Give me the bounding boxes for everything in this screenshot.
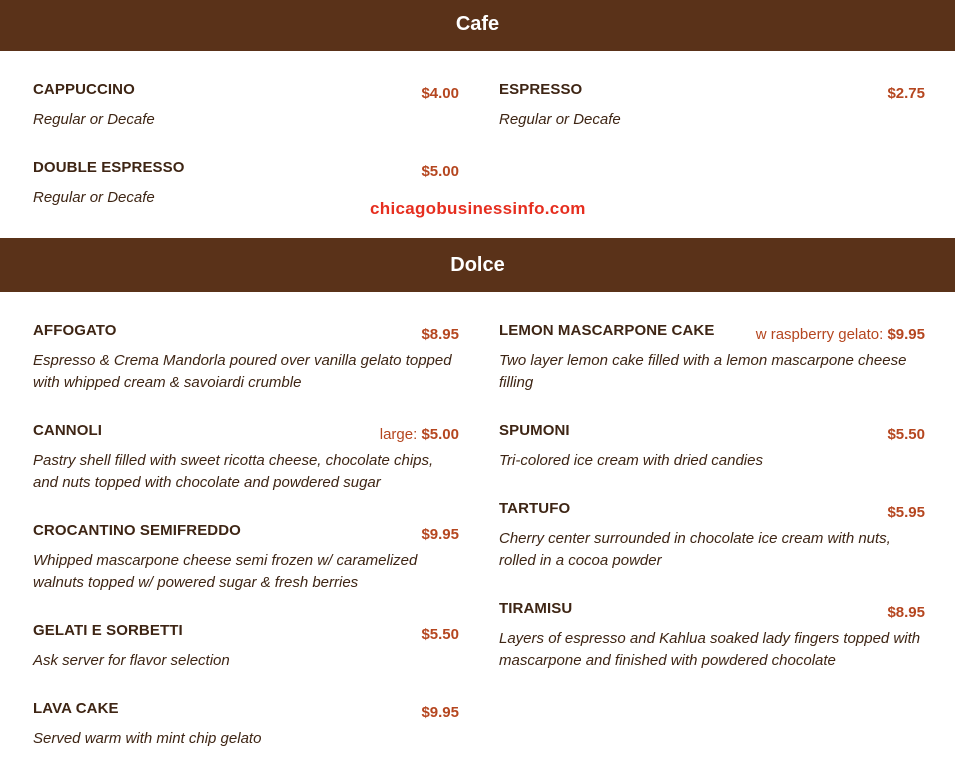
- price-value: $5.00: [421, 426, 459, 443]
- item-description: Regular or Decafe: [33, 189, 155, 206]
- menu-item-spumoni: [499, 422, 925, 472]
- item-name: GELATI E SORBETTI: [33, 622, 183, 639]
- item-description: Pastry shell filled with sweet ricotta cheese, chocolate chips, and nuts topped with chocolate and powdered sugar: [33, 452, 434, 491]
- item-price: $5.95: [887, 504, 925, 521]
- menu-item-crocantino-semifreddo: [33, 522, 459, 594]
- item-price: $8.95: [887, 604, 925, 621]
- price-prefix: w raspberry gelato:: [755, 326, 888, 343]
- section-header-dolce: [0, 238, 955, 292]
- item-description: Layers of espresso and Kahlua soaked lady fingers topped with mascarpone and finished with powdered chocolate: [499, 630, 921, 669]
- item-name: LEMON MASCARPONE CAKE: [499, 322, 715, 339]
- item-description: Cherry center surrounded in chocolate ice cream with nuts, rolled in a cocoa powder: [499, 530, 891, 569]
- item-name: TIRAMISU: [499, 600, 573, 617]
- menu-item-cannoli: [33, 422, 459, 494]
- item-description: Ask server for flavor selection: [33, 652, 230, 669]
- menu-item-tiramisu: [499, 600, 925, 672]
- item-price: [380, 426, 459, 443]
- item-price: $9.95: [421, 704, 459, 721]
- item-price: [756, 326, 925, 343]
- item-name: CAPPUCCINO: [33, 81, 135, 98]
- item-description: Espresso & Crema Mandorla poured over vanilla gelato topped with whipped cream & savoiardi crumble: [33, 352, 452, 391]
- watermark-text: chicagobusinessinfo.com: [370, 199, 586, 218]
- item-name: ESPRESSO: [499, 81, 583, 98]
- item-price: $4.00: [421, 85, 459, 102]
- menu-item-cappuccino: [33, 81, 459, 131]
- item-price: $5.00: [421, 163, 459, 180]
- section-title: Dolce: [450, 254, 505, 276]
- menu-item-gelati-e-sorbetti: [33, 622, 459, 672]
- menu-item-espresso: [499, 81, 925, 131]
- price-prefix: large:: [379, 426, 422, 443]
- menu-item-lemon-mascarpone-cake: [499, 322, 925, 394]
- item-description: Regular or Decafe: [499, 111, 621, 128]
- item-name: DOUBLE ESPRESSO: [33, 159, 185, 176]
- item-name: CANNOLI: [33, 422, 103, 439]
- item-price: $2.75: [887, 85, 925, 102]
- item-description: Regular or Decafe: [33, 111, 155, 128]
- item-description: Two layer lemon cake filled with a lemon mascarpone cheese filling: [499, 352, 907, 391]
- section-header-cafe: [0, 0, 955, 51]
- item-name: SPUMONI: [499, 422, 570, 439]
- item-description: Served warm with mint chip gelato: [33, 730, 262, 747]
- item-name: LAVA CAKE: [33, 700, 119, 717]
- item-name: AFFOGATO: [33, 322, 117, 339]
- item-price: $5.50: [887, 426, 925, 443]
- item-name: TARTUFO: [499, 500, 571, 517]
- menu-item-lava-cake: [33, 700, 459, 750]
- menu-item-affogato: [33, 322, 459, 394]
- price-value: $9.95: [887, 326, 925, 343]
- item-price: $8.95: [421, 326, 459, 343]
- item-description: Whipped mascarpone cheese semi frozen w/ caramelized walnuts topped w/ powered sugar & fresh berries: [33, 552, 418, 591]
- item-description: Tri-colored ice cream with dried candies: [499, 452, 763, 469]
- item-price: $9.95: [421, 526, 459, 543]
- menu-item-tartufo: [499, 500, 925, 572]
- item-name: CROCANTINO SEMIFREDDO: [33, 522, 241, 539]
- section-title: Cafe: [455, 13, 500, 35]
- item-price: $5.50: [421, 626, 459, 643]
